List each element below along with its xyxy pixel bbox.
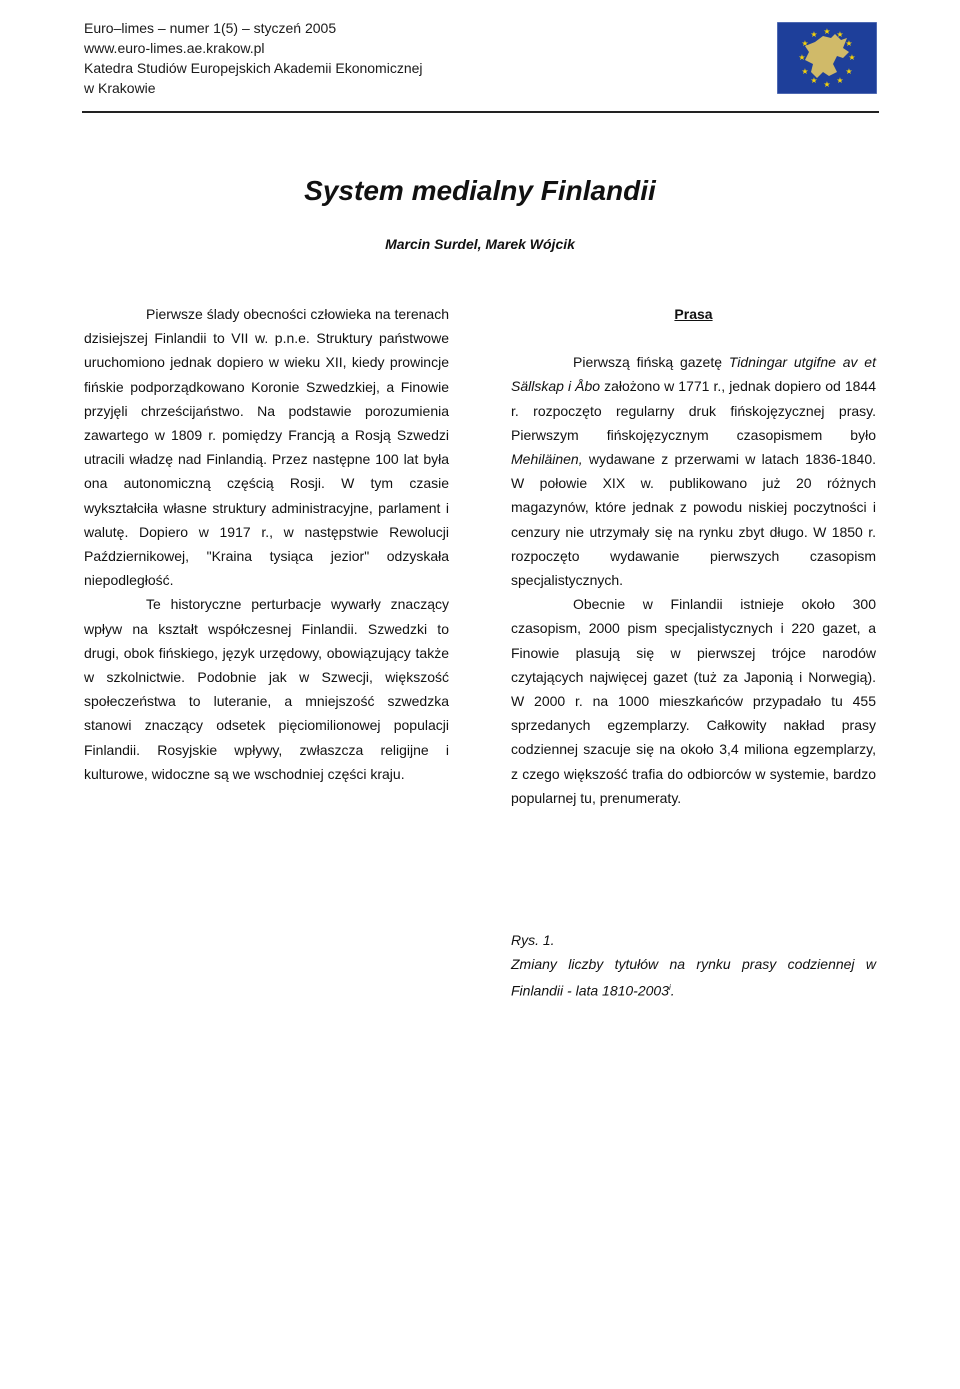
figure-title-end: . xyxy=(670,983,675,1000)
svg-text:★: ★ xyxy=(801,67,809,76)
header-divider xyxy=(82,111,879,113)
journal-header xyxy=(84,18,423,98)
article-authors: Marcin Surdel, Marek Wójcik xyxy=(385,236,575,252)
press-today-paragraph: Obecnie w Finlandii istnieje około 300 czasopism, 2000 pism specjalistycznych i 220 gazet, a Finowie plasują się w pierwszej trójce narodów czytających najwięcej gazet (tuż za Japonią i Norwegią). W 2000 r. na 1000 mieszkańców przypadało tu 455 sprzedanych egzemplarzy. Całkowity nakład prasy codziennej szacuje się na około 3,4 miliona egzemplarzy, z czego większość trafia do odbiorców w systemie, bardzo popularnej tu, prenumeraty. xyxy=(511,596,876,806)
right-column xyxy=(511,302,876,810)
left-column xyxy=(84,302,449,786)
press-history-text-1: Pierwszą fińską gazetę xyxy=(573,354,729,371)
magazine-title: Mehiläinen, xyxy=(511,451,583,468)
press-history-paragraph xyxy=(511,350,876,592)
svg-text:★: ★ xyxy=(836,76,844,85)
svg-text:★: ★ xyxy=(836,30,844,39)
journal-issue: Euro–limes – numer 1(5) – styczeń 2005 xyxy=(84,20,337,36)
eu-logo xyxy=(777,22,877,94)
svg-text:★: ★ xyxy=(848,53,856,62)
newspaper-title: Tidningar utgifne av et Sällskap i Åbo xyxy=(511,354,876,395)
svg-text:★: ★ xyxy=(810,76,818,85)
article-title: System medialny Finlandii xyxy=(304,175,656,206)
figure-label: Rys. 1. xyxy=(511,932,555,948)
department-name: Katedra Studiów Europejskich Akademii Ekonomicznej xyxy=(84,60,423,76)
section-heading-prasa: Prasa xyxy=(674,306,713,322)
footnote-mark: i xyxy=(669,983,671,993)
svg-text:★: ★ xyxy=(823,27,831,36)
journal-url: www.euro-limes.ae.krakow.pl xyxy=(84,40,265,56)
svg-text:★: ★ xyxy=(823,80,831,89)
press-history-text-2: założono w 1771 r., jednak dopiero od 1844 r. rozpoczęto regularny druk fińskojęzycznej prasy. Pierwszym fińskojęzycznym czasopismem było xyxy=(511,378,877,443)
figure-caption xyxy=(511,928,876,1003)
department-city: w Krakowie xyxy=(84,80,156,96)
history-paragraph: Pierwsze ślady obecności człowieka na terenach dzisiejszej Finlandii to VII w. p.n.e. Struktury państwowe uruchomiono jednak dopiero w wieku XII, kiedy prowincje fińskie podporządkowano Koronie Szwedzkiej, a Finowie przyjęli chrześcijaństwo. Na podstawie porozumienia zawartego w 1809 r. pomiędzy Francją a Rosją Szwedzi utracili władzę nad Finlandią. Przez następne 100 lat była ona autonomiczną częścią Rosji. W tym czasie wykształciła własne struktury administracyjne, parlament i walutę. Dopiero w 1917 r., w następstwie Rewolucji Październikowej, "Kraina tysiąca jezior" odzyskała niepodległość. xyxy=(84,306,449,589)
svg-text:★: ★ xyxy=(801,39,809,48)
figure-title-text: Zmiany liczby tytułów na rynku prasy codziennej w Finlandii - lata 1810-2003 xyxy=(511,956,876,1000)
influence-paragraph: Te historyczne perturbacje wywarły znaczący wpływ na kształt współczesnej Finlandii. Szwedzki to drugi, obok fińskiego, język urzędowy, obowiązujący także w szkolnictwie. Podobnie jak w Szwecji, większość społeczeństwa to luteranie, a mniejszość szwedzka stanowi znaczący odsetek pięciomilionowej populacji Finlandii. Rosyjskie wpływy, zwłaszcza religijne i kulturowe, widoczne są we wschodniej części kraju. xyxy=(84,596,449,782)
svg-text:★: ★ xyxy=(810,30,818,39)
press-history-text-3: wydawane z przerwami w latach 1836-1840. W połowie XIX w. publikowano już 20 różnych magazynów, które jednak z powodu niskiej poczytności i cenzury nie utrzymały się na rynku zbyt długo. W 1850 r. rozpoczęto wydawanie pierwszych czasopism specjalistycznych. xyxy=(511,451,876,589)
figure-title xyxy=(511,952,876,1003)
svg-text:★: ★ xyxy=(798,53,806,62)
svg-text:★: ★ xyxy=(845,67,853,76)
svg-text:★: ★ xyxy=(845,39,853,48)
